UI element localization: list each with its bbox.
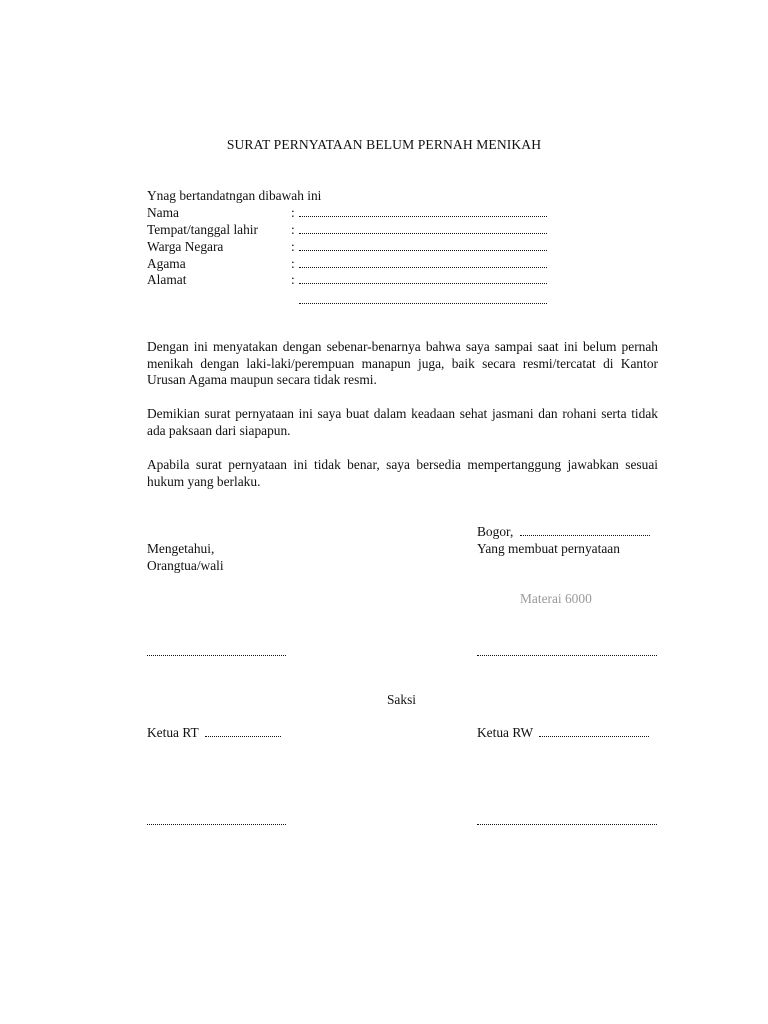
field-fill-line bbox=[299, 292, 547, 304]
intro-text: Ynag bertandatngan dibawah ini bbox=[147, 188, 322, 203]
field-nama bbox=[147, 205, 547, 222]
field-alamat-continuation bbox=[299, 292, 547, 309]
field-label: Alamat bbox=[147, 272, 187, 287]
field-fill-line bbox=[299, 239, 547, 251]
field-colon: : bbox=[291, 239, 295, 254]
rt-fill-line bbox=[205, 725, 281, 737]
rt-label: Ketua RT bbox=[147, 725, 199, 740]
date-fill-line bbox=[520, 524, 650, 536]
maker-signature-line bbox=[477, 655, 657, 656]
place-label: Bogor, bbox=[477, 524, 514, 539]
field-label: Nama bbox=[147, 205, 179, 220]
rw-line bbox=[477, 725, 649, 742]
field-alamat bbox=[147, 272, 547, 289]
rw-label: Ketua RW bbox=[477, 725, 533, 740]
document-title: SURAT PERNYATAAN BELUM PERNAH MENIKAH bbox=[226, 137, 542, 152]
maker-label: Yang membuat pernyataan bbox=[477, 541, 620, 556]
field-colon: : bbox=[291, 256, 295, 271]
place-date-line bbox=[477, 524, 650, 541]
field-label: Agama bbox=[147, 256, 186, 271]
field-colon: : bbox=[291, 222, 295, 237]
rt-signature-line bbox=[147, 824, 286, 825]
rw-signature-line bbox=[477, 824, 657, 825]
field-warga-negara bbox=[147, 239, 547, 256]
acknowledge-label: Mengetahui, bbox=[147, 541, 215, 556]
field-label: Warga Negara bbox=[147, 239, 224, 254]
guardian-label: Orangtua/wali bbox=[147, 558, 224, 573]
field-colon: : bbox=[291, 205, 295, 220]
field-fill-line bbox=[299, 272, 547, 284]
witness-title: Saksi bbox=[386, 692, 417, 707]
field-label: Tempat/tanggal lahir bbox=[147, 222, 258, 237]
field-colon: : bbox=[291, 272, 295, 287]
condition-paragraph: Demikian surat pernyataan ini saya buat dalam keadaan sehat jasmani dan rohani serta tidak ada paksaan dari siapapun. bbox=[147, 406, 658, 438]
stamp-placeholder: Materai 6000 bbox=[520, 591, 592, 606]
liability-paragraph: Apabila surat pernyataan ini tidak benar, saya bersedia mempertanggung jawabkan sesuai hukum yang berlaku. bbox=[147, 457, 658, 489]
guardian-signature-line bbox=[147, 655, 286, 656]
field-fill-line bbox=[299, 222, 547, 234]
field-tempat-tanggal-lahir bbox=[147, 222, 547, 239]
rt-line bbox=[147, 725, 281, 742]
field-agama bbox=[147, 256, 547, 273]
statement-paragraph: Dengan ini menyatakan dengan sebenar-benarnya bahwa saya sampai saat ini belum pernah menikah dengan laki-laki/perempuan manapun juga, baik secara resmi/tercatat di Kantor Urusan Agama maupun secara tidak resmi. bbox=[147, 339, 658, 388]
rw-fill-line bbox=[539, 725, 649, 737]
field-fill-line bbox=[299, 205, 547, 217]
field-fill-line bbox=[299, 256, 547, 268]
